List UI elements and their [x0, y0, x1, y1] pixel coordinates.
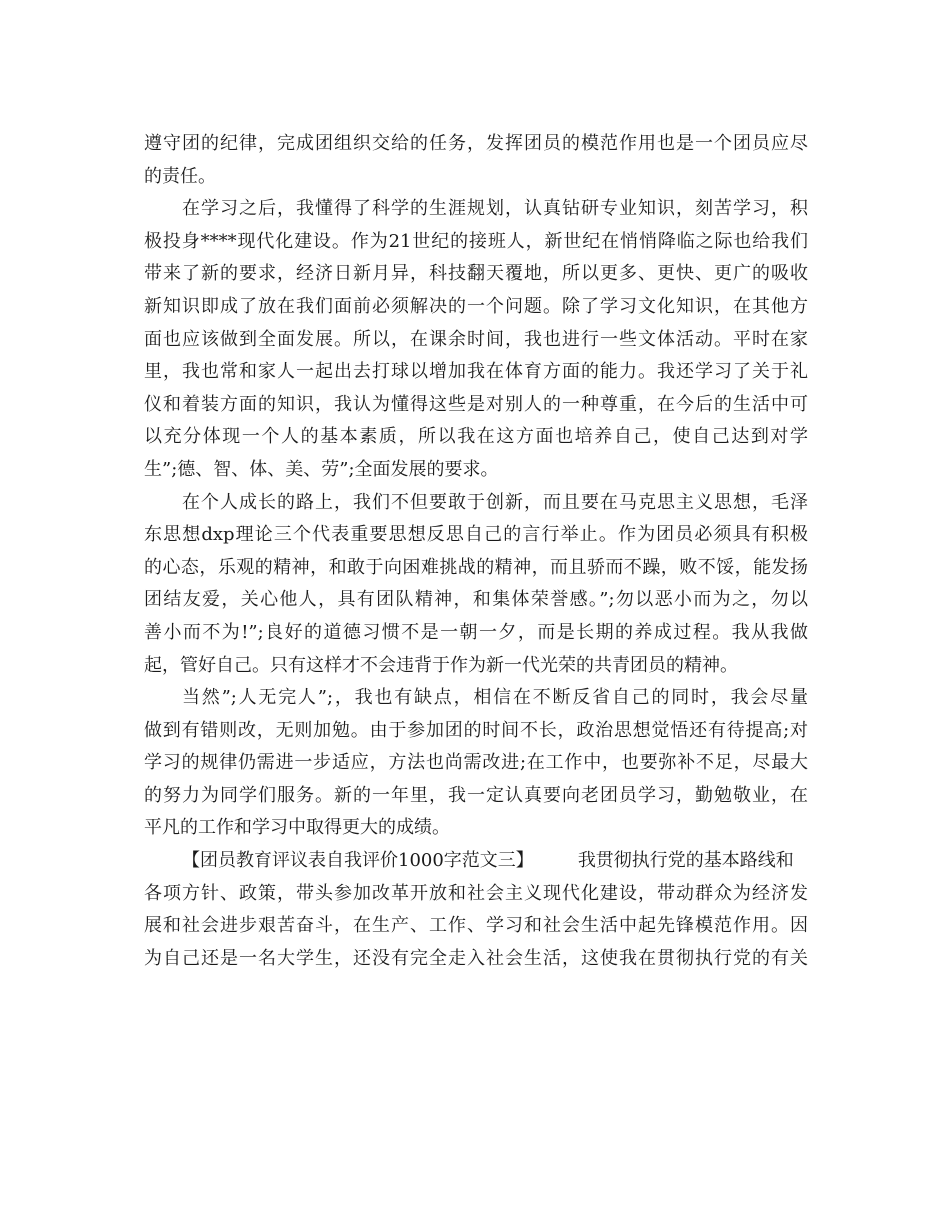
text-line: 团结友爱，关心他人，具有团队精神，和集体荣誉感。”;勿以恶小而为之，勿以	[144, 589, 808, 611]
text-line: 展和社会进步艰苦奋斗，在生产、工作、学习和社会生活中起先锋模范作用。因	[144, 915, 808, 937]
document-body	[144, 128, 808, 975]
text-line: 为自己还是一名大学生，还没有完全走入社会生活，这使我在贯彻执行党的有关	[144, 947, 808, 969]
section-heading-line	[144, 845, 808, 878]
paragraph	[144, 193, 808, 486]
text-line: 学习的规律仍需进一步适应，方法也尚需改进;在工作中，也要弥补不足，尽最大	[144, 752, 808, 774]
section-heading: 【团员教育评议表自我评价1000字范文三】	[182, 850, 534, 872]
section-first-text: 我贯彻执行党的基本路线和	[577, 850, 794, 872]
text-line: 的责任。	[144, 165, 216, 187]
text-line: 的心态，乐观的精神，和敢于向困难挑战的精神，而且骄而不躁，败不馁，能发扬	[144, 556, 808, 578]
text-line: 在学习之后，我懂得了科学的生涯规划，认真钻研专业知识，刻苦学习，积	[182, 198, 808, 220]
text-line: 遵守团的纪律，完成团组织交给的任务，发挥团员的模范作用也是一个团员应尽	[144, 133, 808, 154]
text-line: 以充分体现一个人的基本素质，所以我在这方面也培养自己，使自己达到对学	[144, 426, 808, 448]
text-line: 里，我也常和家人一起出去打球以增加我在体育方面的能力。我还学习了关于礼	[144, 361, 808, 383]
text-line: 起，管好自己。只有这样才不会违背于作为新一代光荣的共青团员的精神。	[144, 654, 738, 676]
text-line: 仪和着装方面的知识，我认为懂得这些是对别人的一种尊重，在今后的生活中可	[144, 393, 808, 415]
text-line: 当然”;人无完人”;，我也有缺点，相信在不断反省自己的同时，我会尽量	[182, 687, 808, 709]
text-line: 做到有错则改，无则加勉。由于参加团的时间不长，政治思想觉悟还有待提高;对	[144, 719, 808, 741]
text-line: 极投身****现代化建设。作为21世纪的接班人，新世纪在悄悄降临之际也给我们	[144, 230, 808, 252]
text-line: 面也应该做到全面发展。所以，在课余时间，我也进行一些文体活动。平时在家	[144, 328, 808, 350]
text-line: 善小而不为!”;良好的道德习惯不是一朝一夕，而是长期的养成过程。我从我做	[144, 621, 808, 643]
text-line: 东思想dxp理论三个代表重要思想反思自己的言行举止。作为团员必须具有积极	[144, 524, 808, 546]
text-line: 平凡的工作和学习中取得更大的成绩。	[144, 817, 450, 839]
text-line: 各项方针、政策，带头参加改革开放和社会主义现代化建设，带动群众为经济发	[144, 882, 808, 904]
text-line: 的努力为同学们服务。新的一年里，我一定认真要向老团员学习，勤勉敬业，在	[144, 784, 808, 806]
paragraph	[144, 128, 808, 193]
paragraph	[144, 682, 808, 845]
section	[144, 845, 808, 975]
paragraph	[144, 487, 808, 683]
text-line: 在个人成长的路上，我们不但要敢于创新，而且要在马克思主义思想，毛泽	[182, 491, 808, 513]
text-line: 生”;德、智、体、美、劳”;全面发展的要求。	[144, 458, 499, 480]
text-line: 带来了新的要求，经济日新月异，科技翻天覆地，所以更多、更快、更广的吸收	[144, 263, 808, 285]
text-line: 新知识即成了放在我们面前必须解决的一个问题。除了学习文化知识，在其他方	[144, 295, 808, 317]
